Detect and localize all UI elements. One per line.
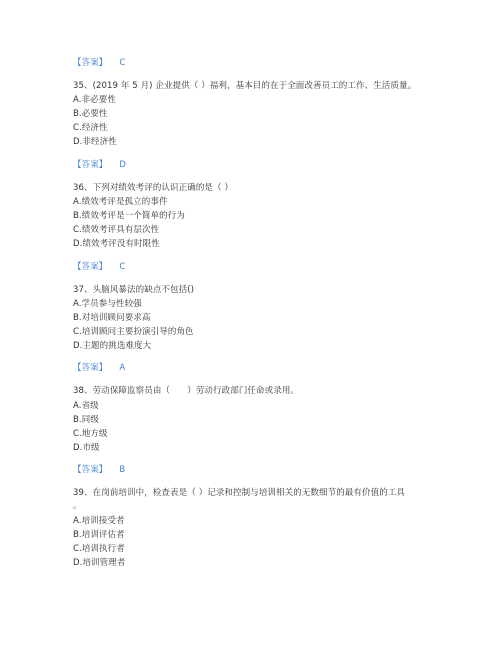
- question-37: 37、头脑风暴法的缺点不包括(): [73, 285, 195, 295]
- option-a: A.培训接受者: [73, 516, 125, 526]
- answer-label: 【答案】: [73, 262, 108, 272]
- option-c: C.培训顾问主要扮演引导的角色: [73, 327, 194, 337]
- option-c: C.经济性: [73, 123, 108, 133]
- answer-line: [73, 363, 125, 374]
- answer-label: 【答案】: [73, 363, 108, 373]
- answer-label: 【答案】: [73, 58, 108, 68]
- option-b: B.绩效考评是一个简单的行为: [73, 211, 185, 221]
- option-c: C.培训执行者: [73, 544, 125, 554]
- option-a: A.省级: [73, 401, 99, 411]
- question-36: 36、下列对绩效考评的认识正确的是（ ）: [73, 183, 234, 193]
- answer-value: C: [119, 58, 126, 68]
- answer-line: [73, 465, 125, 476]
- answer-value: D: [119, 160, 127, 170]
- option-b: B.对培训顾问要求高: [73, 313, 151, 323]
- option-d: D.市级: [73, 443, 100, 453]
- question-38: 38、劳动保障监察员由（ ）劳动行政部门任命或录用。: [73, 386, 300, 396]
- option-a: A.学员参与性较强: [73, 299, 142, 309]
- answer-line: [73, 58, 125, 69]
- option-d: D.绩效考评没有时限性: [73, 239, 160, 249]
- answer-line: [73, 160, 126, 171]
- option-a: A.绩效考评是孤立的事件: [73, 197, 168, 207]
- option-d: D.非经济性: [73, 137, 117, 147]
- answer-value: B: [119, 465, 126, 475]
- question-35: 35、(2019 年 5 月) 企业提供（ ）福利，基本目的在于全面改善员工的工作、生活质量。: [73, 81, 417, 91]
- answer-label: 【答案】: [73, 465, 108, 475]
- question-39-continuation: 。: [73, 501, 82, 511]
- option-d: D.培训管理者: [73, 558, 126, 568]
- option-a: A.非必要性: [73, 95, 116, 105]
- answer-line: [73, 262, 125, 273]
- option-d: D.主题的挑选难度大: [73, 341, 152, 351]
- option-b: B.必要性: [73, 109, 108, 119]
- answer-label: 【答案】: [73, 160, 108, 170]
- answer-value: C: [119, 262, 126, 272]
- question-39: 39、在岗前培训中，检查表是（ ）记录和控制与培训相关的无数细节的最有价值的工具: [73, 488, 406, 498]
- option-c: C.绩效考评具有层次性: [73, 225, 160, 235]
- option-c: C.地方级: [73, 429, 108, 439]
- option-b: B.培训评估者: [73, 530, 125, 540]
- answer-value: A: [119, 363, 126, 373]
- option-b: B.同级: [73, 415, 99, 425]
